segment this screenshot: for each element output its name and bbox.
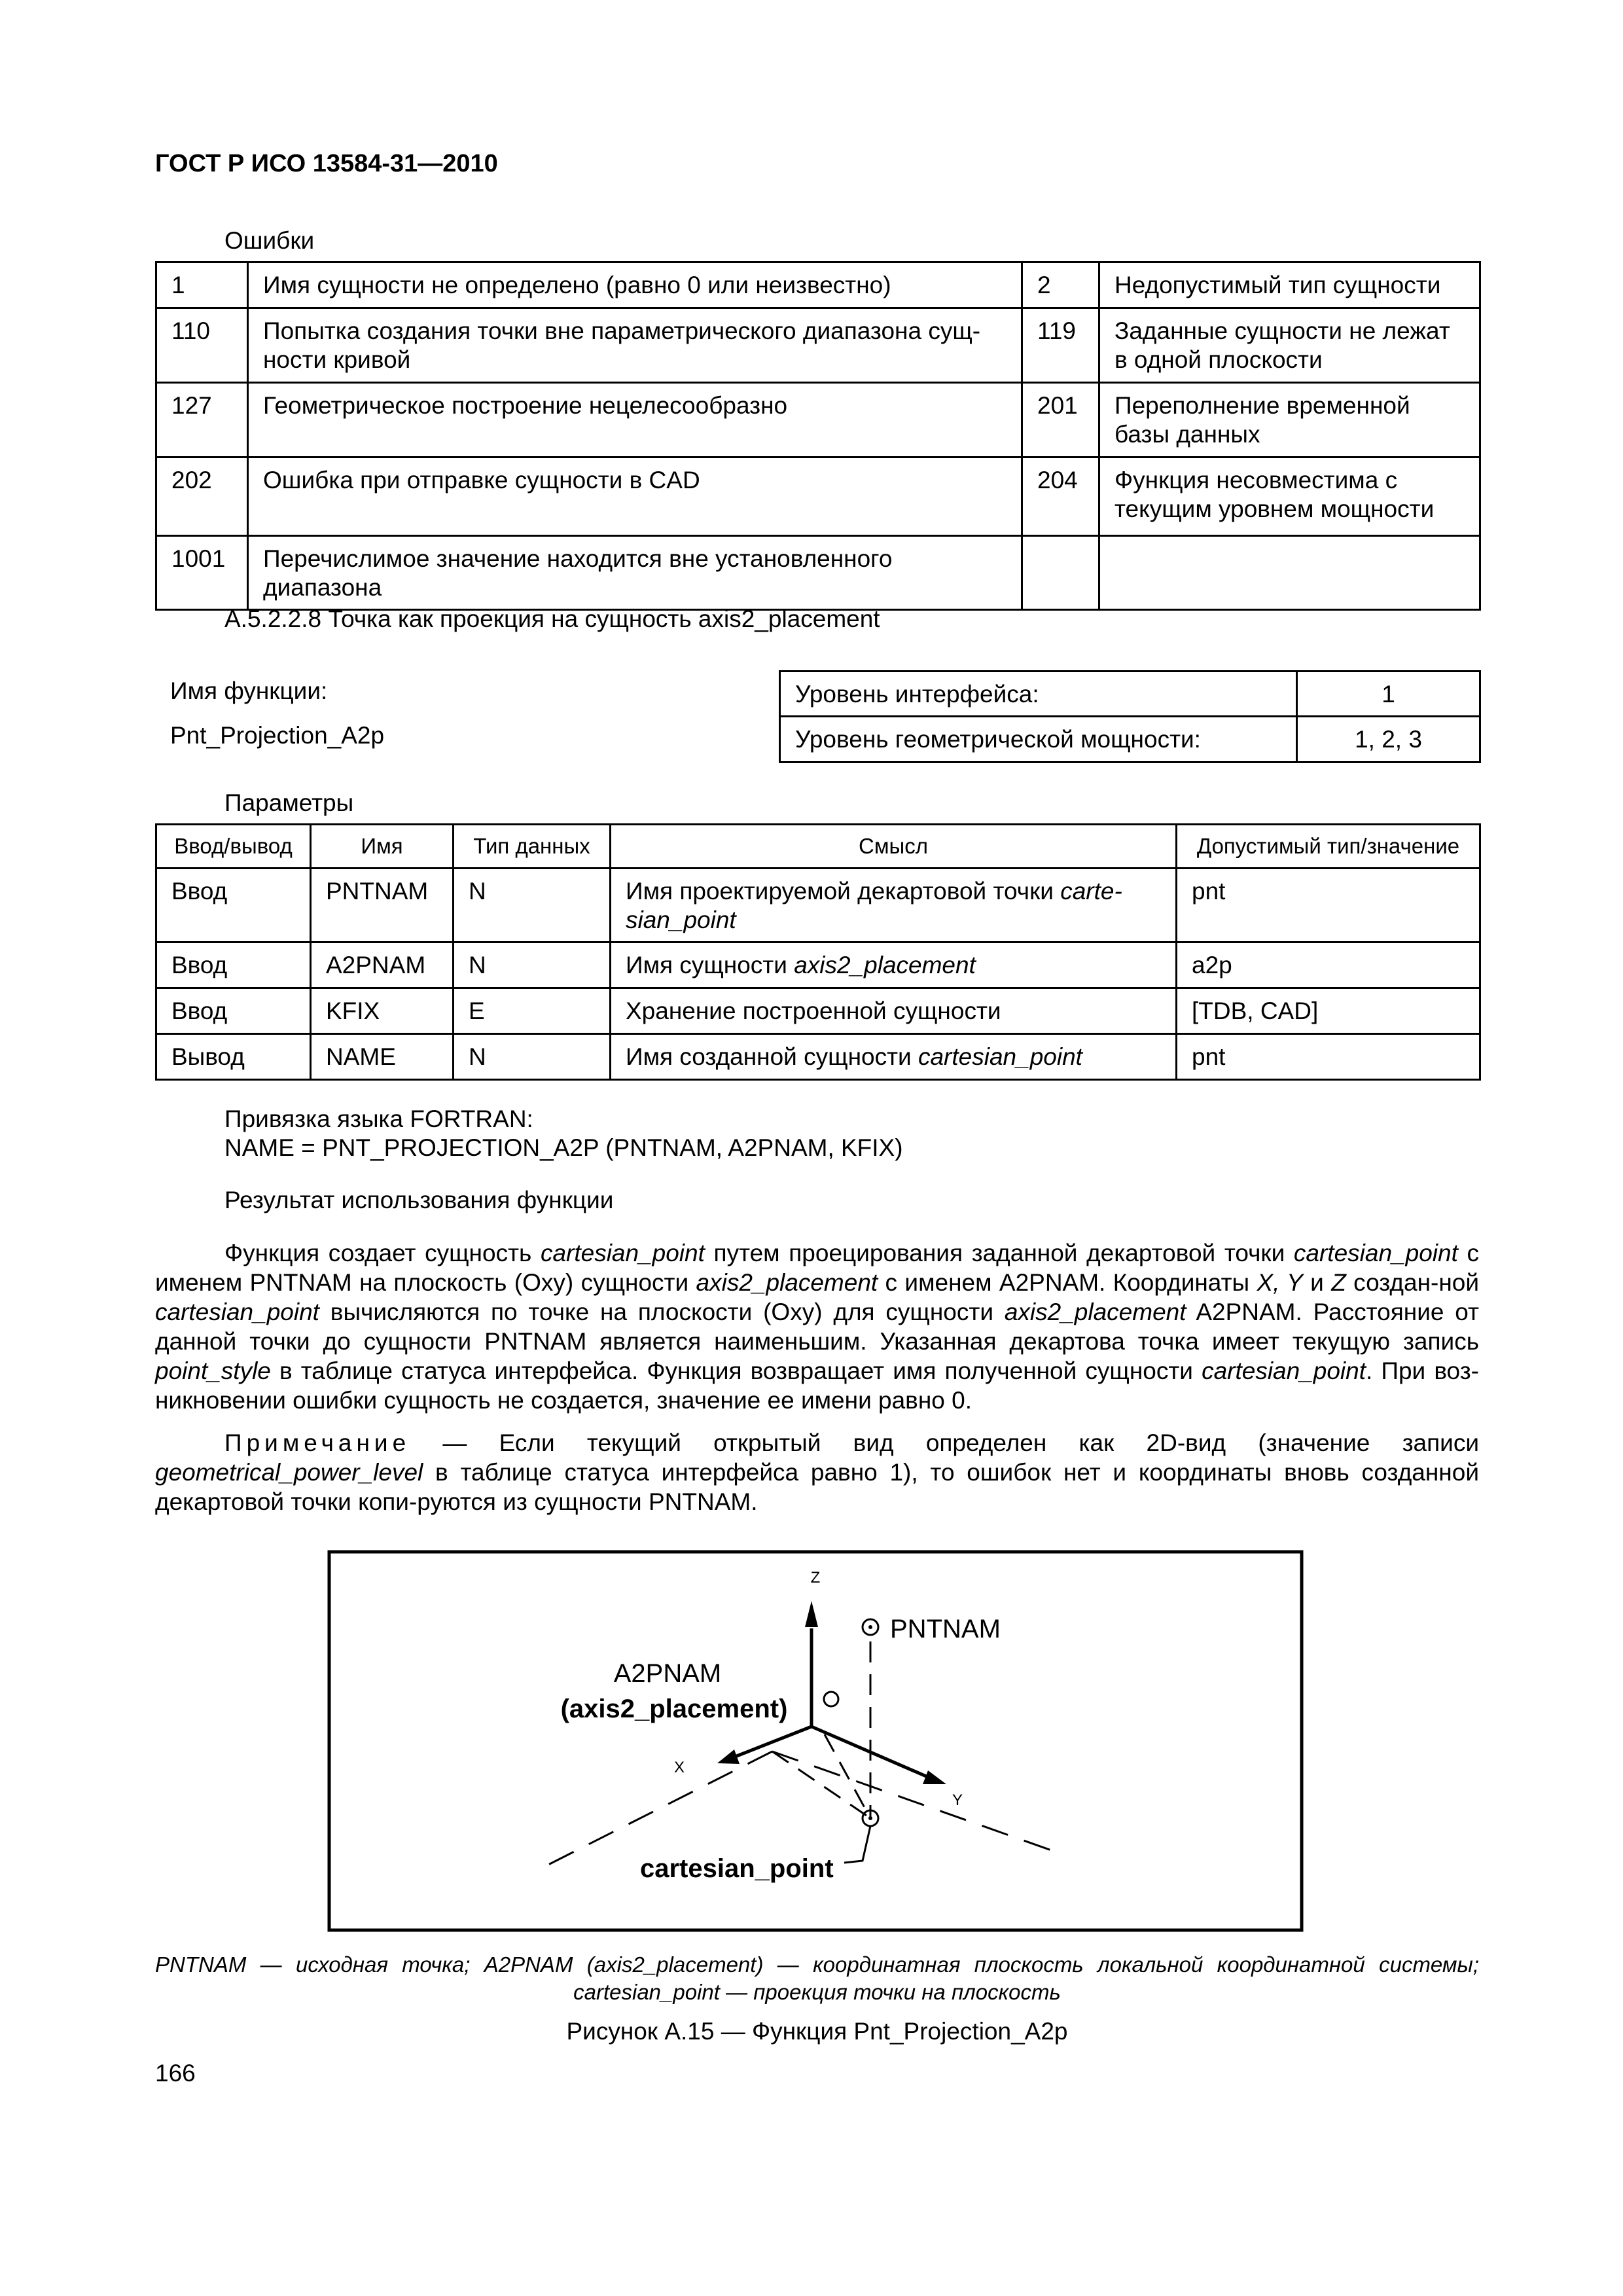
- x-axis: [732, 1727, 812, 1758]
- error-message: Имя сущности не определено (равно 0 или неизвестно): [248, 262, 1022, 308]
- z-label: Z: [810, 1569, 821, 1587]
- level-row: [780, 717, 1480, 762]
- param-meaning: [611, 868, 1177, 942]
- error-code: 1001: [156, 535, 248, 610]
- error-message: Заданные сущности не лежат в одной плоскости: [1099, 308, 1480, 383]
- a2pnam-label: A2PNAM: [613, 1659, 722, 1688]
- result-heading: Результат использования функции: [224, 1187, 614, 1213]
- param-type: N: [454, 1034, 611, 1080]
- error-code: 1: [156, 262, 248, 308]
- meaning-text: Имя сущности: [626, 952, 794, 979]
- y-arrow: [923, 1770, 946, 1784]
- param-name: KFIX: [311, 988, 454, 1034]
- projection-line-1: [825, 1734, 870, 1818]
- param-io: Ввод: [156, 988, 311, 1034]
- meaning-italic: cartesian_point: [918, 1043, 1082, 1071]
- param-allowed: pnt: [1177, 1034, 1480, 1080]
- cartesian-label: cartesian_point: [640, 1854, 834, 1883]
- figure-legend-line1: PNTNAM — исходная точка; A2PNAM (axis2_placement) — координатная плоскость локальной координатной системы;: [155, 1952, 1479, 1977]
- param-name: A2PNAM: [311, 942, 454, 988]
- pntnam-label: PNTNAM: [890, 1615, 1001, 1643]
- error-message: Недопустимый тип сущности: [1099, 262, 1480, 308]
- param-io: Ввод: [156, 868, 311, 942]
- level-table: [779, 670, 1481, 763]
- header-name: Имя: [311, 825, 454, 869]
- fortran-label: Привязка языка FORTRAN:: [224, 1105, 533, 1132]
- z-arrow: [805, 1601, 818, 1627]
- page-title: ГОСТ Р ИСО 13584-31—2010: [155, 150, 498, 177]
- error-code: [1022, 535, 1099, 610]
- y-axis: [812, 1727, 929, 1778]
- x-label: X: [674, 1759, 685, 1776]
- param-name: NAME: [311, 1034, 454, 1080]
- figure-diagram: [327, 1550, 1304, 1932]
- errors-row: [156, 308, 1480, 383]
- errors-caption: Ошибки: [224, 227, 315, 254]
- function-name-value: Pnt_Projection_A2p: [170, 722, 385, 749]
- page-number: 166: [155, 2060, 196, 2087]
- function-name-label: Имя функции:: [170, 677, 328, 704]
- params-table: [155, 823, 1481, 1081]
- header-io: Ввод/вывод: [156, 825, 311, 869]
- figure-legend-line2: cartesian_point — проекция точки на плоскость: [573, 1980, 1061, 2004]
- axis2-label: (axis2_placement): [560, 1695, 788, 1723]
- header-type: Тип данных: [454, 825, 611, 869]
- error-message: Геометрическое построение нецелесообразно: [248, 382, 1022, 457]
- meaning-text: Имя созданной сущности: [626, 1043, 918, 1071]
- section-heading: A.5.2.2.8 Точка как проекция на сущность axis2_placement: [224, 605, 880, 632]
- param-allowed: pnt: [1177, 868, 1480, 942]
- meaning-text: Имя проектируемой декартовой точки: [626, 877, 1061, 905]
- errors-row: [156, 535, 1480, 610]
- params-row: [156, 868, 1480, 942]
- params-header-row: [156, 825, 1480, 869]
- geometric-power-value: 1, 2, 3: [1297, 717, 1480, 762]
- projection-line-2: [772, 1751, 870, 1818]
- errors-row: [156, 457, 1480, 535]
- param-meaning: [611, 942, 1177, 988]
- param-allowed: [TDB, CAD]: [1177, 988, 1480, 1034]
- y-axis-dashed: [772, 1751, 1057, 1852]
- error-message: Переполнение временной базы данных: [1099, 382, 1480, 457]
- param-type: N: [454, 868, 611, 942]
- params-row: [156, 942, 1480, 988]
- error-message: Функция несовместима с текущим уровнем мощности: [1099, 457, 1480, 535]
- error-code: 2: [1022, 262, 1099, 308]
- param-io: Ввод: [156, 942, 311, 988]
- error-message: Ошибка при отправке сущности в CAD: [248, 457, 1022, 535]
- error-code: 110: [156, 308, 248, 383]
- errors-row: [156, 262, 1480, 308]
- errors-table: [155, 261, 1481, 611]
- origin-point: [824, 1692, 838, 1706]
- meaning-text: Хранение построенной сущности: [626, 997, 1001, 1025]
- params-caption: Параметры: [224, 789, 354, 816]
- y-label: Y: [952, 1791, 963, 1809]
- cartesian-leader: [844, 1826, 870, 1863]
- params-row: [156, 1034, 1480, 1080]
- param-io: Вывод: [156, 1034, 311, 1080]
- figure-caption: Рисунок A.15 — Функция Pnt_Projection_A2p: [566, 2018, 1068, 2045]
- param-name: PNTNAM: [311, 868, 454, 942]
- header-meaning: Смысл: [611, 825, 1177, 869]
- header-allowed: Допустимый тип/значение: [1177, 825, 1480, 869]
- geometric-power-label: Уровень геометрической мощности:: [780, 717, 1297, 762]
- error-code: 201: [1022, 382, 1099, 457]
- param-type: E: [454, 988, 611, 1034]
- meaning-italic: carte-sian_point: [626, 877, 1122, 933]
- error-code: 204: [1022, 457, 1099, 535]
- x-axis-dashed: [537, 1751, 772, 1871]
- errors-row: [156, 382, 1480, 457]
- error-message: Перечислимое значение находится вне установленного диапазона: [248, 535, 1022, 610]
- error-code: 127: [156, 382, 248, 457]
- error-code: 202: [156, 457, 248, 535]
- meaning-italic: axis2_placement: [794, 952, 976, 979]
- error-message: Попытка создания точки вне параметрического диапазона сущ-ности кривой: [248, 308, 1022, 383]
- params-row: [156, 988, 1480, 1034]
- param-type: N: [454, 942, 611, 988]
- interface-level-value: 1: [1297, 672, 1480, 717]
- level-row: [780, 672, 1480, 717]
- error-code: 119: [1022, 308, 1099, 383]
- x-arrow: [717, 1749, 740, 1764]
- result-paragraph: Функция создает сущность cartesian_point путем проецирования заданной декартовой точки cartesian_point с именем PNTNAM на плоскость (Oxy) сущности axis2_placement с именем A2PNAM. Координаты X, Y и Z создан-ной cartesian_point вычисляются по точке на плоскости (Oxy) для сущности axis2_placement A2PNAM. Расстояние от данной точки до сущности PNTNAM является наименьшим. Указанная декартова точка имеет текущую запись point_style в таблице статуса интерфейса. Функция возвращает имя полученной сущности cartesian_point. При воз-никновении ошибки сущность не создается, значение ее имени равно 0.: [155, 1240, 1480, 1414]
- param-meaning: [611, 988, 1177, 1034]
- param-allowed: a2p: [1177, 942, 1480, 988]
- interface-level-label: Уровень интерфейса:: [780, 672, 1297, 717]
- error-message: [1099, 535, 1480, 610]
- fortran-code: NAME = PNT_PROJECTION_A2P (PNTNAM, A2PNAM, KFIX): [224, 1134, 903, 1161]
- note-paragraph: Примечание — Если текущий открытый вид определен как 2D-вид (значение записи geometrical_power_level в таблице статуса интерфейса равно 1), то ошибок нет и координаты вновь созданной декартовой точки копи-руются из сущности PNTNAM.: [155, 1429, 1479, 1515]
- param-meaning: [611, 1034, 1177, 1080]
